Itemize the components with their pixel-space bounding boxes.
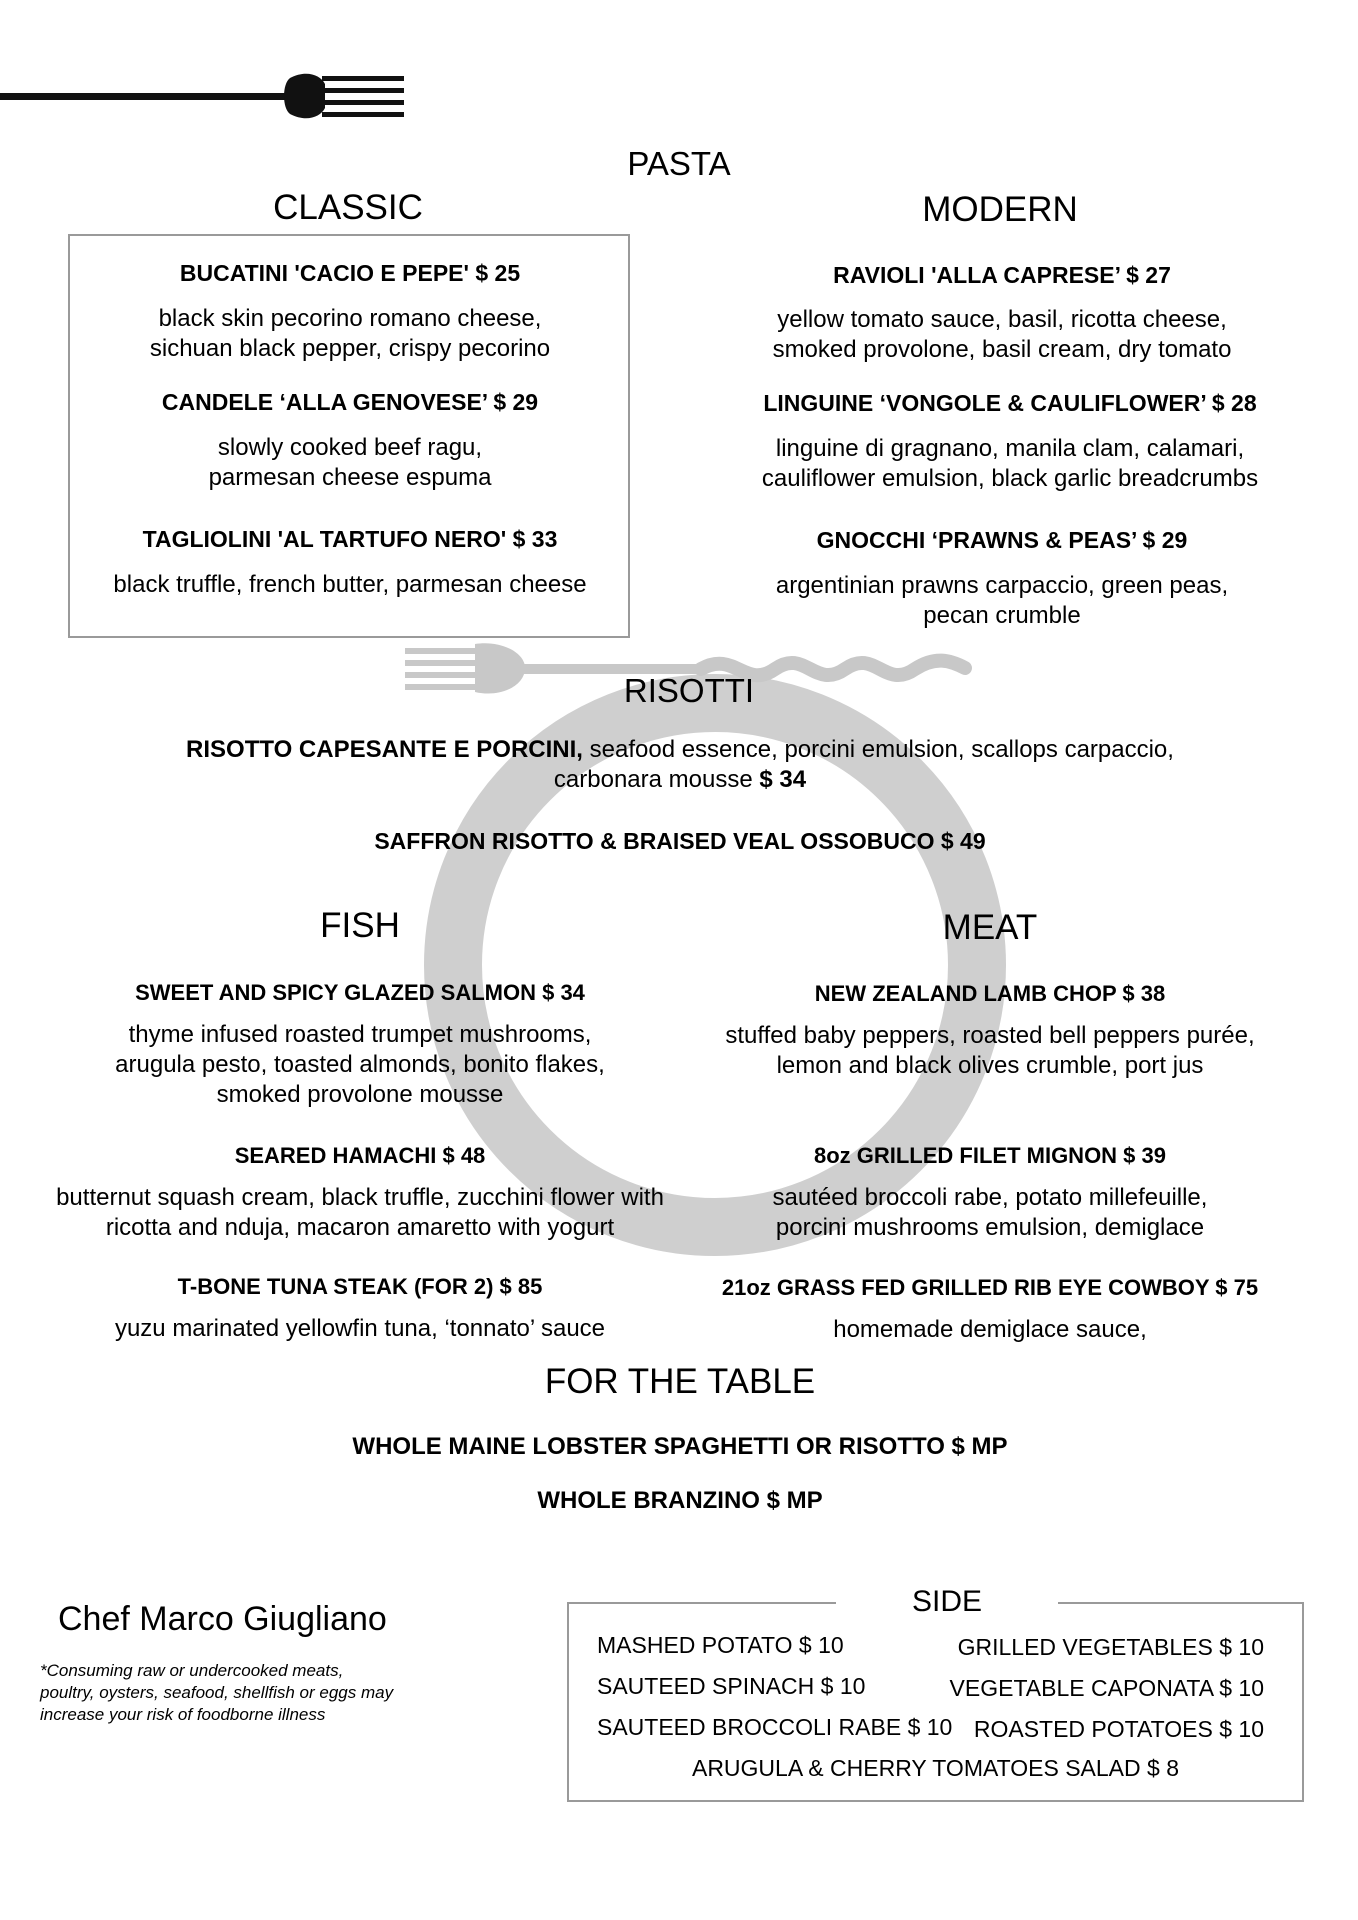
classic-title: CLASSIC [273,188,423,227]
side-item: SAUTEED BROCCOLI RABE $ 10 [597,1714,953,1740]
fish-title: FISH [320,906,400,945]
side-item: ARUGULA & CHERRY TOMATOES SALAD $ 8 [691,1755,1179,1781]
meat-item-1-desc: stuffed baby peppers, roasted bell peppers purée, lemon and black olives crumble, port jus [725,1022,1255,1079]
pasta-title: PASTA [627,145,731,182]
fish-item-3-name: T-BONE TUNA STEAK (FOR 2) $ 85 [177,1274,543,1299]
fish-item-1-desc: thyme infused roasted trumpet mushrooms, arugula pesto, toasted almonds, bonito flakes, smoked provolone mousse [115,1021,605,1108]
classic-item-2-name: CANDELE ‘ALLA GENOVESE’ $ 29 [161,389,539,415]
modern-item-1-desc: yellow tomato sauce, basil, ricotta cheese, smoked provolone, basil cream, dry tomato [772,306,1232,363]
modern-item-1-name: RAVIOLI 'ALLA CAPRESE’ $ 27 [833,262,1171,288]
fish-item-2-desc: butternut squash cream, black truffle, zucchini flower with ricotta and nduja, macaron amaretto with yogurt [56,1184,664,1241]
fish-item-2-name: SEARED HAMACHI $ 48 [234,1143,486,1168]
modern-item-2-name: LINGUINE ‘VONGOLE & CAULIFLOWER’ $ 28 [763,390,1257,416]
classic-item-1-name: BUCATINI 'CACIO E PEPE' $ 25 [179,260,521,286]
meat-item-3-desc: homemade demiglace sauce, [833,1316,1147,1343]
classic-item-1-desc: black skin pecorino romano cheese, sichuan black pepper, crispy pecorino [149,305,551,362]
meat-item-1-name: NEW ZEALAND LAMB CHOP $ 38 [814,981,1166,1006]
meat-item-2-desc: sautéed broccoli rabe, potato millefeuille, porcini mushrooms emulsion, demiglace [772,1184,1208,1241]
side-item: ROASTED POTATOES $ 10 [973,1716,1264,1742]
modern-title: MODERN [922,190,1078,229]
classic-item-2-desc: slowly cooked beef ragu, parmesan cheese espuma [208,434,492,491]
modern-item-2-desc: linguine di gragnano, manila clam, calamari, cauliflower emulsion, black garlic breadcrumbs [761,435,1259,492]
table-item-1: WHOLE MAINE LOBSTER SPAGHETTI OR RISOTTO $ MP [352,1433,1008,1460]
chef-name: Chef Marco Giugliano [58,1600,387,1638]
modern-item-3-name: GNOCCHI ‘PRAWNS & PEAS’ $ 29 [816,527,1188,553]
side-item: SAUTEED SPINACH $ 10 [597,1673,866,1699]
for-the-table-title: FOR THE TABLE [544,1362,816,1401]
fish-item-1-name: SWEET AND SPICY GLAZED SALMON $ 34 [135,980,585,1005]
table-item-2: WHOLE BRANZINO $ MP [537,1487,823,1514]
classic-item-3-desc: black truffle, french butter, parmesan cheese [113,571,587,598]
food-safety-disclaimer: *Consuming raw or undercooked meats, poultry, oysters, seafood, shellfish or eggs may increase your risk of foodborne illness [40,1661,394,1724]
side-title: SIDE [836,1582,1058,1622]
side-item: VEGETABLE CAPONATA $ 10 [949,1675,1264,1701]
risotti-title: RISOTTI [623,672,755,709]
side-item: GRILLED VEGETABLES $ 10 [957,1634,1264,1660]
side-item: MASHED POTATO $ 10 [597,1632,844,1658]
risotti-item-2: SAFFRON RISOTTO & BRAISED VEAL OSSOBUCO $ 49 [374,828,986,854]
fish-item-3-desc: yuzu marinated yellowfin tuna, ‘tonnato’ sauce [114,1315,606,1342]
meat-item-3-name: 21oz GRASS FED GRILLED RIB EYE COWBOY $ 75 [721,1275,1259,1300]
classic-item-3-name: TAGLIOLINI 'AL TARTUFO NERO' $ 33 [142,526,558,552]
fork-icon [0,68,410,124]
modern-item-3-desc: argentinian prawns carpaccio, green peas, pecan crumble [775,572,1229,629]
meat-item-2-name: 8oz GRILLED FILET MIGNON $ 39 [813,1143,1167,1168]
meat-title: MEAT [942,908,1038,947]
risotti-item-1: RISOTTO CAPESANTE E PORCINI, seafood essence, porcini emulsion, scallops carpaccio, carbonara mousse $ 34 [186,736,1174,793]
